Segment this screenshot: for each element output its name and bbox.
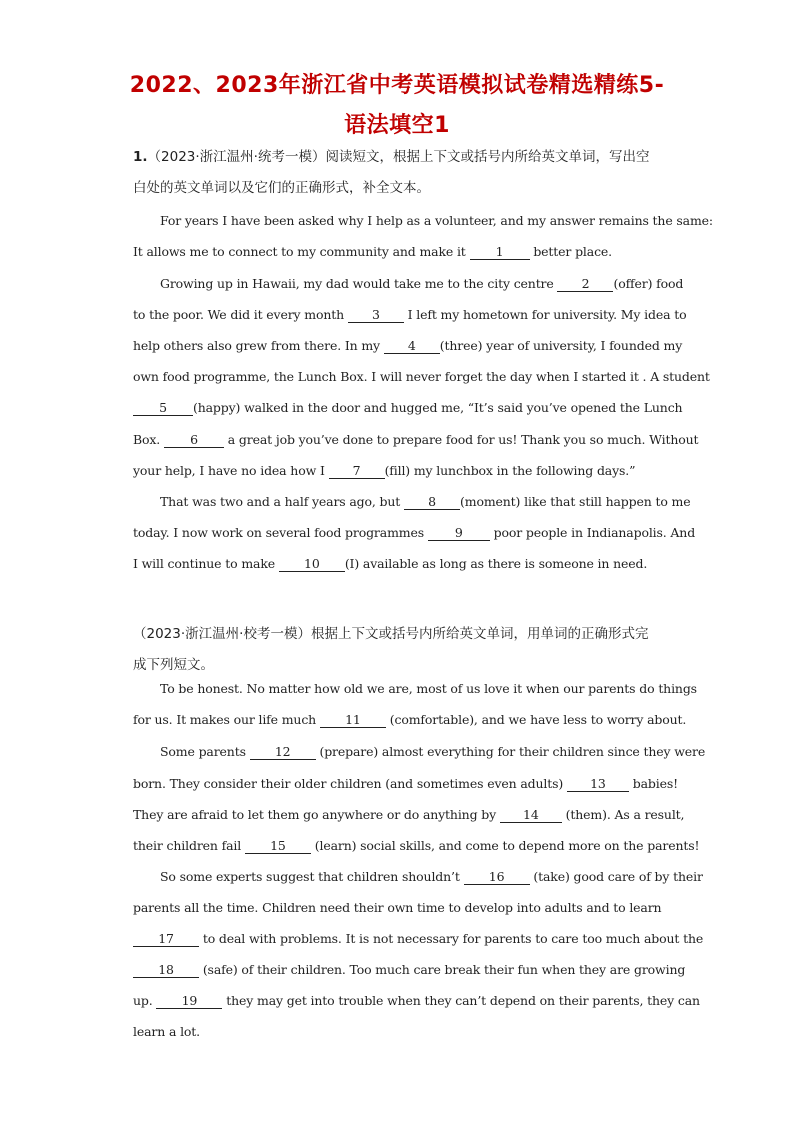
blank-9[interactable]: 9 [428, 526, 490, 541]
blank-10[interactable]: 10 [279, 557, 345, 572]
passage-line: help others also grew from there. In my 4 (three) year of university, I founded my [133, 338, 683, 353]
blank-15[interactable]: 15 [245, 839, 311, 854]
question-2-instruction: （2023·浙江温州·校考一模）根据上下文或括号内所给英文单词，用单词的正确形式完 [133, 626, 649, 642]
passage-line: That was two and a half years ago, but 8 (moment) like that still happen to me [160, 494, 691, 509]
passage-line: To be honest. No matter how old we are, most of us love it when our parents do things [160, 681, 697, 696]
passage-line: 17 to deal with problems. It is not necessary for parents to care too much about the [133, 931, 663, 947]
passage-line: Growing up in Hawaii, my dad would take me to the city centre 2 (offer) food [160, 276, 684, 291]
passage-line: So some experts suggest that children shouldn’t 16 (take) good care of by their [160, 869, 703, 884]
passage-line: They are afraid to let them go anywhere or do anything by 14 (them). As a result, [133, 807, 685, 822]
passage-line: 5 (happy) walked in the door and hugged me, “It’s said you’ve opened the Lunch [133, 400, 663, 416]
passage-line: to the poor. We did it every month 3 I left my hometown for university. My idea to [133, 307, 687, 322]
question-2-instruction-cont: 成下列短文。 [133, 657, 214, 673]
passage-line: born. They consider their older children (and sometimes even adults) 13 babies! [133, 776, 678, 791]
passage-line: their children fail 15 (learn) social skills, and come to depend more on the parents! [133, 838, 700, 853]
blank-8[interactable]: 8 [404, 495, 460, 510]
blank-17[interactable]: 17 [133, 932, 199, 947]
blank-2[interactable]: 2 [557, 277, 613, 292]
passage-line: learn a lot. [133, 1024, 200, 1039]
question-number: 1. [133, 149, 148, 165]
blank-12[interactable]: 12 [250, 745, 316, 760]
blank-5[interactable]: 5 [133, 401, 193, 416]
question-1-instruction [133, 142, 663, 173]
passage-line: For years I have been asked why I help as a volunteer, and my answer remains the same: [160, 213, 713, 228]
document-title-line-1: 2022、2023年浙江省中考英语模拟试卷精选精练5- [129, 73, 665, 98]
blank-6[interactable]: 6 [164, 433, 224, 448]
passage-line: Some parents 12 (prepare) almost everything for their children since they were [160, 744, 706, 759]
blank-3[interactable]: 3 [348, 308, 404, 323]
passage-line: parents all the time. Children need their own time to develop into adults and to learn [133, 900, 662, 915]
passage-line: Box. 6 a great job you’ve done to prepare food for us! Thank you so much. Without [133, 432, 699, 447]
passage-line: It allows me to connect to my community and make it 1 better place. [133, 244, 612, 259]
blank-14[interactable]: 14 [500, 808, 562, 823]
blank-13[interactable]: 13 [567, 777, 629, 792]
blank-16[interactable]: 16 [464, 870, 530, 885]
blank-19[interactable]: 19 [156, 994, 222, 1009]
passage-line: own food programme, the Lunch Box. I will never forget the day when I started it . A student [133, 369, 710, 384]
blank-4[interactable]: 4 [384, 339, 440, 354]
document-title-line-2: 语法填空1 [344, 113, 450, 138]
passage-line: up. 19 they may get into trouble when they can’t depend on their parents, they can [133, 993, 700, 1008]
blank-11[interactable]: 11 [320, 713, 386, 728]
passage-line: for us. It makes our life much 11 (comfortable), and we have less to worry about. [133, 712, 687, 727]
instruction-text: （2023·浙江温州·统考一模）阅读短文，根据上下文或括号内所给英文单词，写出空 [147, 149, 650, 165]
passage-line: I will continue to make 10 (I) available as long as there is someone in need. [133, 556, 648, 571]
blank-1[interactable]: 1 [470, 245, 530, 260]
question-1-instruction-cont: 白处的英文单词以及它们的正确形式，补全文本。 [133, 180, 430, 196]
blank-7[interactable]: 7 [329, 464, 385, 479]
passage-line: 18 (safe) of their children. Too much care break their fun when they are growing [133, 962, 663, 978]
blank-18[interactable]: 18 [133, 963, 199, 978]
passage-line: your help, I have no idea how I 7 (fill) my lunchbox in the following days.” [133, 463, 636, 478]
passage-line: today. I now work on several food programmes 9 poor people in Indianapolis. And [133, 525, 696, 540]
